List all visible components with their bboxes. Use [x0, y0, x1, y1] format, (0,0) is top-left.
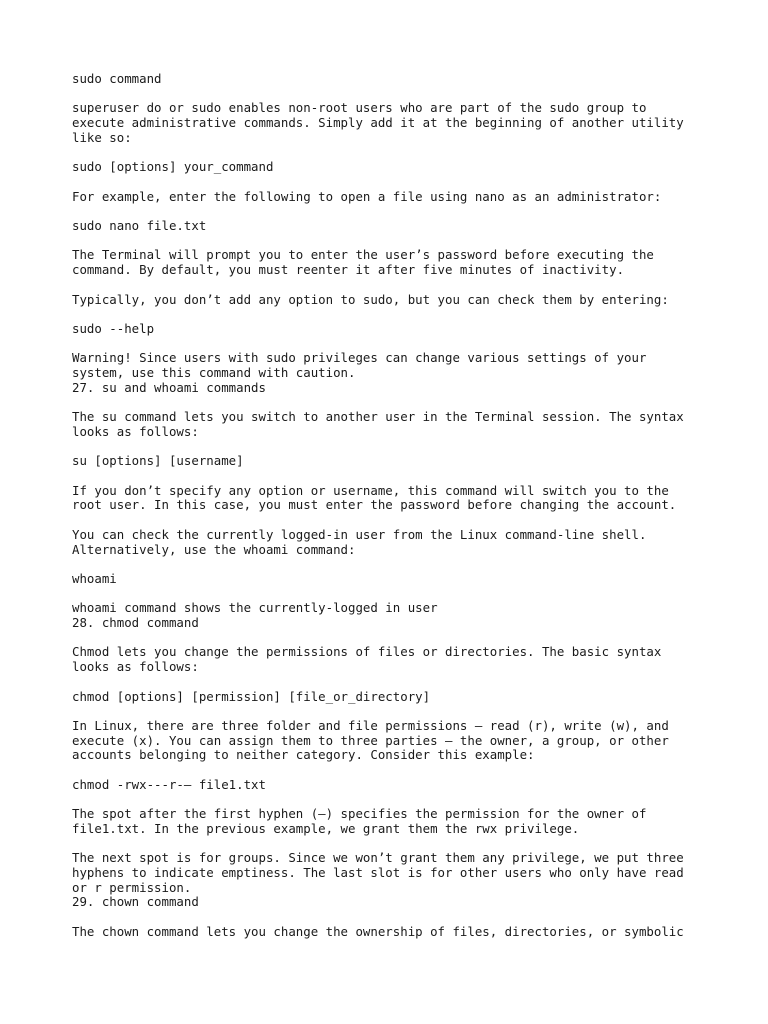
text-line: The chown command lets you change the ownership of files, directories, or symbolic — [72, 923, 684, 939]
text-line: sudo command — [72, 71, 162, 86]
text-line: whoami command shows the currently-logged in user — [72, 600, 438, 616]
text-line: like so: — [72, 129, 132, 145]
text-line: superuser do or sudo enables non-root users who are part of the sudo group to — [72, 100, 647, 116]
text-line — [72, 146, 712, 161]
text-line: whoami — [72, 570, 117, 586]
text-line: looks as follows: — [72, 659, 199, 675]
text-line — [72, 175, 712, 190]
text-line: command. By default, you must reenter it after five minutes of inactivity. — [72, 262, 625, 278]
text-line: looks as follows: — [72, 423, 199, 439]
text-line — [72, 337, 712, 352]
text-line: The Terminal will prompt you to enter the user’s password before executing the — [72, 247, 654, 263]
text-line: sudo --help — [72, 320, 155, 336]
text-line: sudo [options] your_command — [72, 159, 274, 175]
text-line: Chmod lets you change the permissions of files or directories. The basic syntax — [72, 644, 662, 660]
document-body — [72, 72, 712, 939]
text-line — [72, 587, 712, 602]
text-line — [72, 704, 712, 719]
text-line — [72, 837, 712, 852]
text-line — [72, 395, 712, 410]
text-line: 27. su and whoami commands — [72, 379, 266, 395]
text-line — [72, 513, 712, 528]
text-line — [72, 234, 712, 249]
text-line: In Linux, there are three folder and file permissions – read (r), write (w), and — [72, 717, 669, 733]
text-line: sudo nano file.txt — [72, 218, 207, 234]
text-line — [72, 440, 712, 455]
text-line: 29. chown command — [72, 894, 199, 910]
text-line: or r permission. — [72, 879, 192, 895]
text-line: chmod [options] [permission] [file_or_directory] — [72, 688, 431, 704]
text-line: Alternatively, use the whoami command: — [72, 541, 356, 557]
text-line — [72, 278, 712, 293]
text-line: su [options] [username] — [72, 453, 244, 469]
text-line: file1.txt. In the previous example, we grant them the rwx privilege. — [72, 820, 580, 836]
text-line: The spot after the first hyphen (–) specifies the permission for the owner of — [72, 806, 647, 822]
text-line — [72, 792, 712, 807]
text-line — [72, 307, 712, 322]
text-line — [72, 87, 712, 102]
text-line — [72, 631, 712, 646]
text-line: execute administrative commands. Simply add it at the beginning of another utility — [72, 115, 684, 131]
text-line: accounts belonging to neither category. Consider this example: — [72, 747, 535, 763]
text-line: Warning! Since users with sudo privileges can change various settings of your — [72, 350, 647, 366]
text-line: If you don’t specify any option or username, this command will switch you to the — [72, 482, 669, 498]
text-line — [72, 469, 712, 484]
text-line: For example, enter the following to open a file using nano as an administrator: — [72, 188, 662, 204]
text-line — [72, 910, 712, 925]
text-line: You can check the currently logged-in user from the Linux command-line shell. — [72, 526, 647, 542]
text-line: The su command lets you switch to another user in the Terminal session. The syntax — [72, 409, 684, 425]
text-line: chmod -rwx---r-– file1.txt — [72, 776, 266, 792]
text-line: root user. In this case, you must enter the password before changing the account. — [72, 497, 677, 513]
text-line — [72, 557, 712, 572]
text-line: system, use this command with caution. — [72, 365, 356, 381]
text-line — [72, 763, 712, 778]
text-line: The next spot is for groups. Since we won’t grant them any privilege, we put three — [72, 850, 684, 866]
text-line: 28. chmod command — [72, 615, 199, 631]
text-line: hyphens to indicate emptiness. The last slot is for other users who only have read — [72, 864, 684, 880]
text-line: Typically, you don’t add any option to sudo, but you can check them by entering: — [72, 291, 669, 307]
text-line — [72, 675, 712, 690]
text-line — [72, 204, 712, 219]
text-line: execute (x). You can assign them to three parties – the owner, a group, or other — [72, 732, 669, 748]
